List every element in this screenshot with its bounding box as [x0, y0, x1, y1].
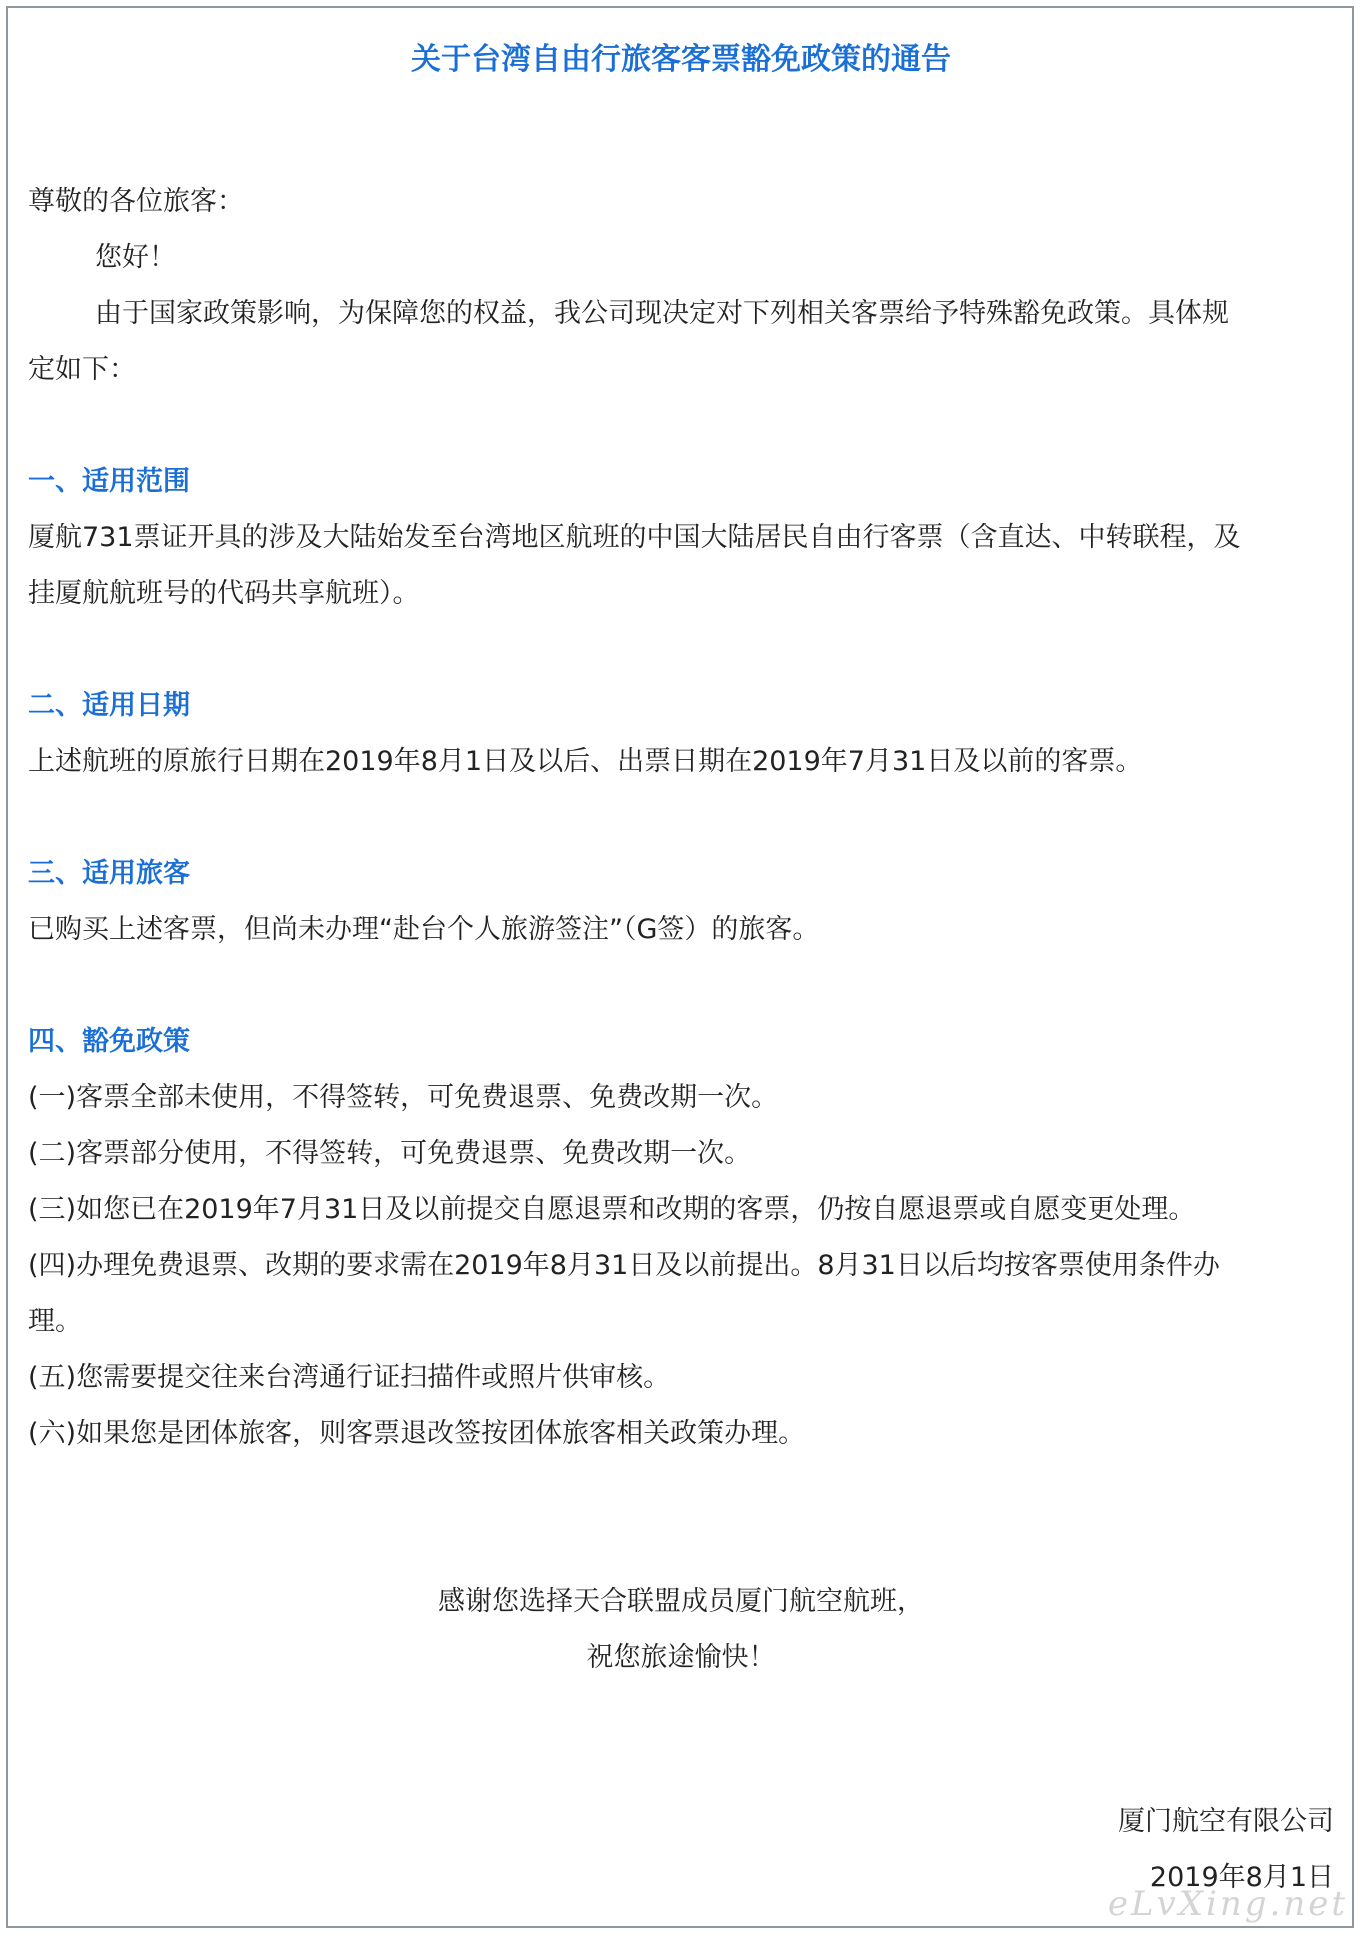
policy-item-2: (二)客票部分使用，不得签转，可免费退票、免费改期一次。 — [28, 1138, 752, 1169]
intro-paragraph-line2: 定如下： — [28, 354, 136, 385]
closing-thanks: 感谢您选择天合联盟成员厦门航空航班， — [438, 1586, 924, 1617]
section-heading-policy: 四、豁免政策 — [28, 1026, 190, 1057]
policy-item-6: (六)如果您是团体旅客，则客票退改签按团体旅客相关政策办理。 — [28, 1418, 806, 1449]
hello-text: 您好！ — [95, 242, 176, 273]
site-watermark: eLvXing.net — [1107, 1884, 1348, 1924]
policy-item-1: (一)客票全部未使用，不得签转，可免费退票、免费改期一次。 — [28, 1082, 779, 1113]
intro-paragraph-line1: 由于国家政策影响，为保障您的权益，我公司现决定对下列相关客票给予特殊豁免政策。具体规 — [95, 298, 1229, 329]
section-heading-passengers: 三、适用旅客 — [28, 858, 190, 889]
dates-text: 上述航班的原旅行日期在2019年8月1日及以后、出票日期在2019年7月31日及以前的客票。 — [28, 746, 1143, 777]
policy-item-4-line1: (四)办理免费退票、改期的要求需在2019年8月31日及以前提出。8月31日以后均按客票使用条件办 — [28, 1250, 1220, 1281]
notice-title: 关于台湾自由行旅客客票豁免政策的通告 — [411, 42, 951, 77]
closing-wish: 祝您旅途愉快！ — [586, 1642, 776, 1673]
scope-text-line1: 厦航731票证开具的涉及大陆始发至台湾地区航班的中国大陆居民自由行客票（含直达、中转联程，及 — [28, 522, 1241, 553]
scope-text-line2: 挂厦航航班号的代码共享航班）。 — [28, 578, 420, 609]
signature-company: 厦门航空有限公司 — [1118, 1806, 1334, 1837]
policy-item-4-line2: 理。 — [28, 1306, 82, 1337]
policy-item-5: (五)您需要提交往来台湾通行证扫描件或照片供审核。 — [28, 1362, 671, 1393]
salutation: 尊敬的各位旅客： — [28, 186, 244, 217]
section-heading-scope: 一、适用范围 — [28, 466, 190, 497]
signature-date: 2019年8月1日 — [1149, 1862, 1334, 1893]
policy-item-3: (三)如您已在2019年7月31日及以前提交自愿退票和改期的客票，仍按自愿退票或自愿变更处理。 — [28, 1194, 1196, 1225]
passengers-text: 已购买上述客票，但尚未办理“赴台个人旅游签注”（G签）的旅客。 — [28, 914, 820, 945]
section-heading-dates: 二、适用日期 — [28, 690, 190, 721]
